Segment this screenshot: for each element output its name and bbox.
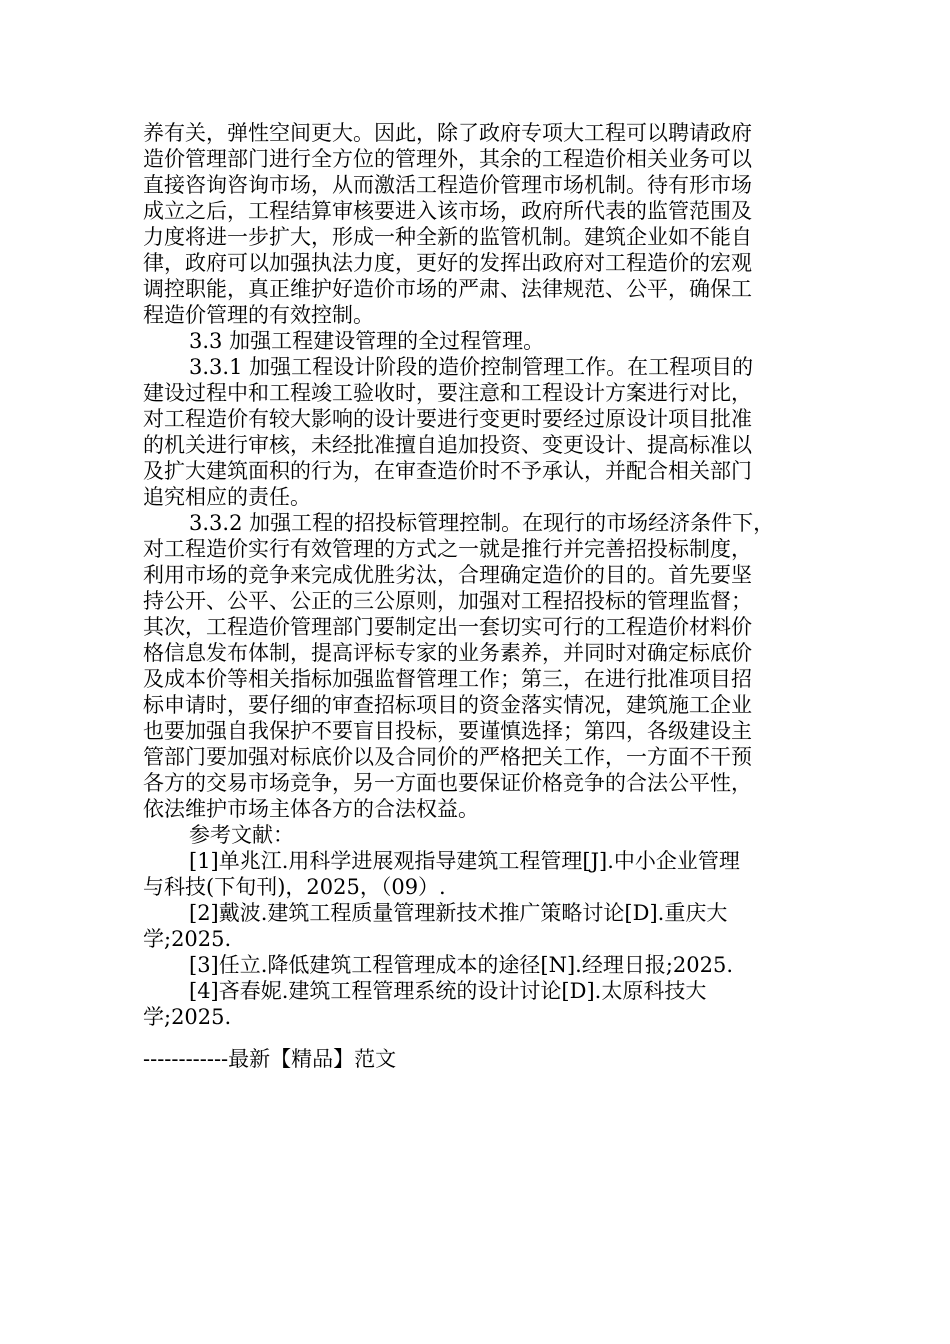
body-text-line: 对工程造价有较大影响的设计要进行变更时要经过原设计项目批准 xyxy=(143,407,752,431)
document-body xyxy=(143,120,803,1030)
body-text-line: 管部门要加强对标底价以及合同价的严格把关工作，一方面不干预 xyxy=(143,745,752,769)
reference-item-line: 与科技(下旬刊)，2025，（09）. xyxy=(143,875,446,899)
reference-item-line: [4]吝春妮.建筑工程管理系统的设计讨论[D].太原科技大 xyxy=(189,979,707,1003)
reference-item-line: 学;2025. xyxy=(143,927,232,951)
body-text-line: 其次，工程造价管理部门要制定出一套切实可行的工程造价材料价 xyxy=(143,615,752,639)
body-text-line: 持公开、公平、公正的三公原则，加强对工程招投标的管理监督； xyxy=(143,589,752,613)
reference-item-line: 学;2025. xyxy=(143,1005,232,1029)
reference-item-line: [1]单兆江.用科学进展观指导建筑工程管理[J].中小企业管理 xyxy=(189,849,740,873)
body-text-line: 直接咨询咨询市场，从而激活工程造价管理市场机制。待有形市场 xyxy=(143,173,752,197)
section-heading: 3.3 加强工程建设管理的全过程管理。 xyxy=(189,329,545,353)
references-heading: 参考文献： xyxy=(189,823,294,847)
body-text-line: 也要加强自我保护不要盲目投标，要谨慎选择；第四，各级建设主 xyxy=(143,719,752,743)
body-text-line: 的机关进行审核，未经批准擅自追加投资、变更设计、提高标准以 xyxy=(143,433,752,457)
body-text-line: 成立之后，工程结算审核要进入该市场，政府所代表的监管范围及 xyxy=(143,199,752,223)
body-text-line: 及成本价等相关指标加强监督管理工作；第三，在进行批准项目招 xyxy=(143,667,752,691)
body-text-line: 及扩大建筑面积的行为，在审查造价时不予承认，并配合相关部门 xyxy=(143,459,752,483)
body-text-line: 养有关，弹性空间更大。因此，除了政府专项大工程可以聘请政府 xyxy=(143,121,752,145)
reference-item-line: [2]戴波.建筑工程质量管理新技术推广策略讨论[D].重庆大 xyxy=(189,901,728,925)
body-text-line: 律，政府可以加强执法力度，更好的发挥出政府对工程造价的宏观 xyxy=(143,251,752,275)
body-text-line: 标申请时，要仔细的审查招标项目的资金落实情况，建筑施工企业 xyxy=(143,693,752,717)
subsection-heading-line: 3.3.1 加强工程设计阶段的造价控制管理工作。在工程项目的 xyxy=(189,355,754,379)
body-text-line: 调控职能，真正维护好造价市场的严肃、法律规范、公平，确保工 xyxy=(143,277,752,301)
subsection-heading-line: 3.3.2 加强工程的招投标管理控制。在现行的市场经济条件下， xyxy=(189,511,775,535)
body-text-line: 依法维护市场主体各方的合法权益。 xyxy=(143,797,479,821)
body-text-line: 程造价管理的有效控制。 xyxy=(143,303,374,327)
body-text-line: 造价管理部门进行全方位的管理外，其余的工程造价相关业务可以 xyxy=(143,147,752,171)
body-text-line: 利用市场的竞争来完成优胜劣汰，合理确定造价的目的。首先要坚 xyxy=(143,563,752,587)
footer-tagline: ------------最新【精品】范文 xyxy=(143,1047,397,1071)
reference-item-line: [3]任立.降低建筑工程管理成本的途径[N].经理日报;2025. xyxy=(189,953,734,977)
body-text-line: 追究相应的责任。 xyxy=(143,485,311,509)
body-text-line: 格信息发布体制，提高评标专家的业务素养，并同时对确定标底价 xyxy=(143,641,752,665)
body-text-line: 建设过程中和工程竣工验收时，要注意和工程设计方案进行对比， xyxy=(143,381,752,405)
body-text-line: 各方的交易市场竞争，另一方面也要保证价格竞争的合法公平性， xyxy=(143,771,752,795)
body-text-line: 对工程造价实行有效管理的方式之一就是推行并完善招投标制度， xyxy=(143,537,752,561)
body-text-line: 力度将进一步扩大，形成一种全新的监管机制。建筑企业如不能自 xyxy=(143,225,752,249)
